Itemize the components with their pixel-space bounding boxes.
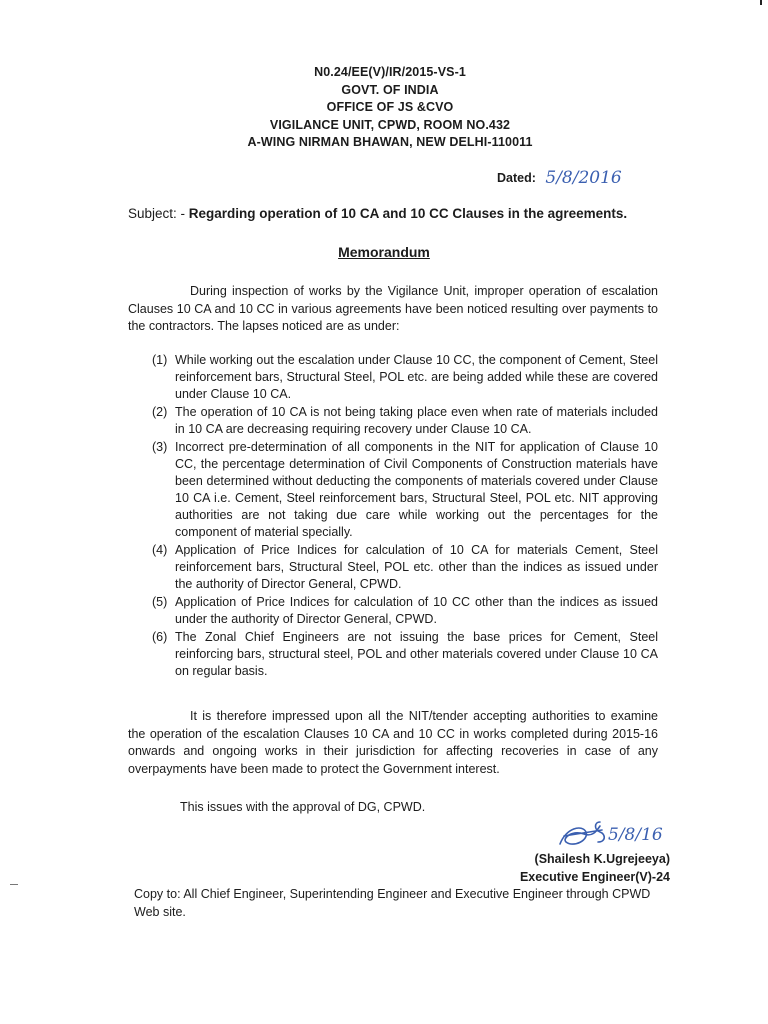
govt-line: GOVT. OF INDIA — [341, 82, 439, 97]
lapse-number: (4) — [152, 543, 168, 557]
dated-line — [497, 168, 622, 188]
address-line: A-WING NIRMAN BHAWAN, NEW DELHI-110011 — [247, 135, 533, 149]
office-line: OFFICE OF JS &CVO — [326, 100, 454, 114]
dated-label: Dated: — [497, 171, 536, 185]
lapse-number: (5) — [152, 595, 168, 609]
dated-value: 5/8/2016 — [545, 168, 622, 188]
lapse-item — [152, 594, 658, 628]
lapse-text: Application of Price Indices for calculation of 10 CC other than the indices as issued under the authority of Director General, CPWD. — [175, 595, 658, 626]
office-header — [230, 64, 550, 152]
signatory-designation: Executive Engineer(V)-24 — [519, 869, 670, 884]
lapse-text: Application of Price Indices for calculation of 10 CA for materials Cement, Steel reinforcement bars, Structural Steel, POL etc. other than the indices as issued under the authority of Director General, CPWD. — [175, 543, 658, 591]
lapse-text: The Zonal Chief Engineers are not issuing the base prices for Cement, Steel reinforcing bars, structural steel, POL and other materials covered under Clause 10 CA on regular basis. — [175, 630, 658, 678]
intro-paragraph: During inspection of works by the Vigilance Unit, improper operation of escalation Clauses 10 CA and 10 CC in various agreements have been noticed resulting over payments to the contractors. The lapses noticed are as under: — [128, 284, 658, 333]
subject-line — [128, 206, 627, 221]
signatory-name: (Shailesh K.Ugrejeeya) — [534, 852, 670, 866]
scan-mark — [10, 884, 18, 885]
signature-mark — [556, 810, 676, 856]
file-number: N0.24/EE(V)/IR/2015-VS-1 — [314, 65, 466, 79]
signature-date: 5/8/16 — [608, 825, 663, 845]
closing-line: This issues with the approval of DG, CPWD. — [180, 800, 426, 814]
signatory-block — [520, 851, 670, 886]
copy-to: Copy to: All Chief Engineer, Superintending Engineer and Executive Engineer through CPWD Web site. — [134, 887, 651, 919]
lapse-item — [152, 542, 658, 593]
lapse-text: Incorrect pre-determination of all components in the NIT for application of Clause 10 CC, the percentage determination of Civil Components of Construction materials have been determined without deducting the components of materials covered under Clause 10 CA i.e. Cement, Steel reinforcement bars, Structural Steel, POL etc. NIT approving authorities are not taking due care while working out the percentages for the component of material specially. — [175, 440, 658, 539]
lapse-number: (3) — [152, 440, 168, 454]
lapse-item — [152, 439, 658, 541]
lapse-text: While working out the escalation under Clause 10 CC, the component of Cement, Steel reinforcement bars, Structural Steel, POL etc. are being added while these are covered under Clause 10 CA. — [175, 353, 658, 401]
memo-title: Memorandum — [338, 244, 430, 260]
subject-text: Regarding operation of 10 CA and 10 CC Clauses in the agreements. — [188, 206, 628, 221]
scan-mark — [760, 0, 762, 5]
lapse-number: (6) — [152, 630, 168, 644]
unit-line: VIGILANCE UNIT, CPWD, ROOM NO.432 — [269, 117, 511, 132]
lapse-number: (2) — [152, 405, 168, 419]
lapse-text: The operation of 10 CA is not being taking place even when rate of materials included in 10 CA are decreasing requiring recovery under Clause 10 CA. — [175, 405, 658, 436]
subject-label: Subject: - — [128, 206, 186, 221]
directive-paragraph: It is therefore impressed upon all the NIT/tender accepting authorities to examine the operation of the escalation Clauses 10 CA and 10 CC in works completed during 2015-16 onwards and ongoing works in their jurisdiction for affecting recoveries in case of any overpayments have been made to protect the Government interest. — [128, 709, 658, 776]
lapse-item — [152, 629, 658, 680]
lapse-item — [152, 352, 658, 403]
lapse-number: (1) — [152, 353, 168, 367]
lapses-list — [152, 352, 658, 681]
lapse-item — [152, 404, 658, 438]
